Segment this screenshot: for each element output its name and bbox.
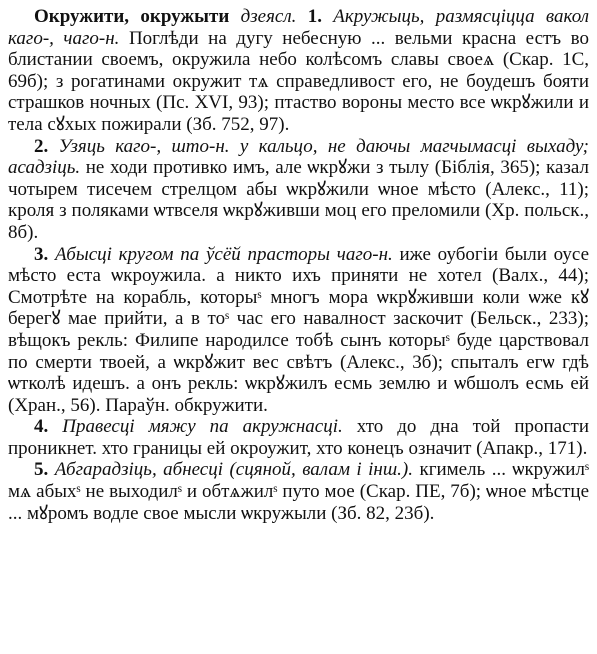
- sense-definition: Абгарадзіць, абнесці (сцяной, валам і інш.).: [54, 459, 414, 481]
- part-of-speech: дзеясл.: [240, 6, 297, 27]
- sense-definition: Правесці мяжу па акружнасці.: [62, 416, 343, 438]
- sense-number: 4.: [34, 416, 49, 438]
- sense-2: [8, 136, 589, 244]
- sense-number: 5.: [34, 459, 49, 481]
- sense-number: 1.: [307, 6, 322, 27]
- sense-citations: кгимель ... ѡкружилˢ мѧ абыхˢ не выходилˢ и обтѧжилˢ путо мое (Скар. ПЕ, 7б); ѡное мѣстце ... мꙋромъ водле свое мысли ѡкружыли (Зб. 82, 23б).: [8, 459, 589, 524]
- sense-definition: Узяць каго-, што-н. у кальцо, не даючы магчымасці выхаду; асадзіць.: [8, 135, 589, 179]
- sense-1: [8, 6, 589, 136]
- headword: Окружити, окружыти: [34, 6, 230, 27]
- sense-citations: иже оубогіи были оусе мѣсто еста ѡкроужила. а никто ихъ приняти не хотел (Валх., 44); Смотрѣте на корабль, которыˢ многъ мора ѡкрꙋживши коли ѡже кꙋ берегꙋ мае прийти, а в тоˢ час его навалност заскочит (Бельск., 233); вѣщокъ рекль: Филипе народилсе тобѣ сынъ которыˢ буде царствовал по смерти твоей, а ѡкрꙋжит вес свѣтъ (Алекс., 3б); спыталъ егѡ гдѣ ѡтколѣ идешъ. а онъ рекль: ѡкрꙋжилъ есмь землю и ѡбшолъ есмь ей (Хран., 56). Параўн. обкружити.: [8, 243, 590, 416]
- sense-citations: хто до дна той пропасти проникнет. хто границы ей окроужит, хто конецъ означит (Апакр., 171).: [8, 416, 590, 459]
- sense-3: [8, 244, 589, 417]
- sense-citations: не ходи противко имъ, але ѡкрꙋжи з тылу (Біблія, 365); казал чотырем тисечем стрелцом абы ѡкрꙋжили ѡное мѣсто (Алекс., 11); кроля з поляками ѡтвселя ѡкрꙋживши моц его преломили (Хр. польск., 8б).: [8, 157, 589, 243]
- sense-definition: Акружыць, размясціцца вакол каго-, чаго-н.: [8, 6, 590, 49]
- sense-definition: Абысці кругом па ўсёй прасторы чаго-н.: [54, 243, 393, 265]
- sense-number: 2.: [34, 135, 49, 157]
- sense-4: [8, 416, 589, 459]
- sense-5: [8, 459, 589, 524]
- sense-citations: Поглѣди на дугу небесную ... вельми красна естъ во блистании своемъ, окружила небо колѣсомъ славы своеѧ (Скар. 1С, 69б); з рогатинами окружит тѧ справедливост его, не боудешъ бояти страшков ночных (Пс. XVI, 93); птаство вороны место все ѡкрꙋжили и тела сꙋхых пожирали (Зб. 752, 97).: [8, 27, 590, 135]
- sense-number: 3.: [34, 243, 49, 265]
